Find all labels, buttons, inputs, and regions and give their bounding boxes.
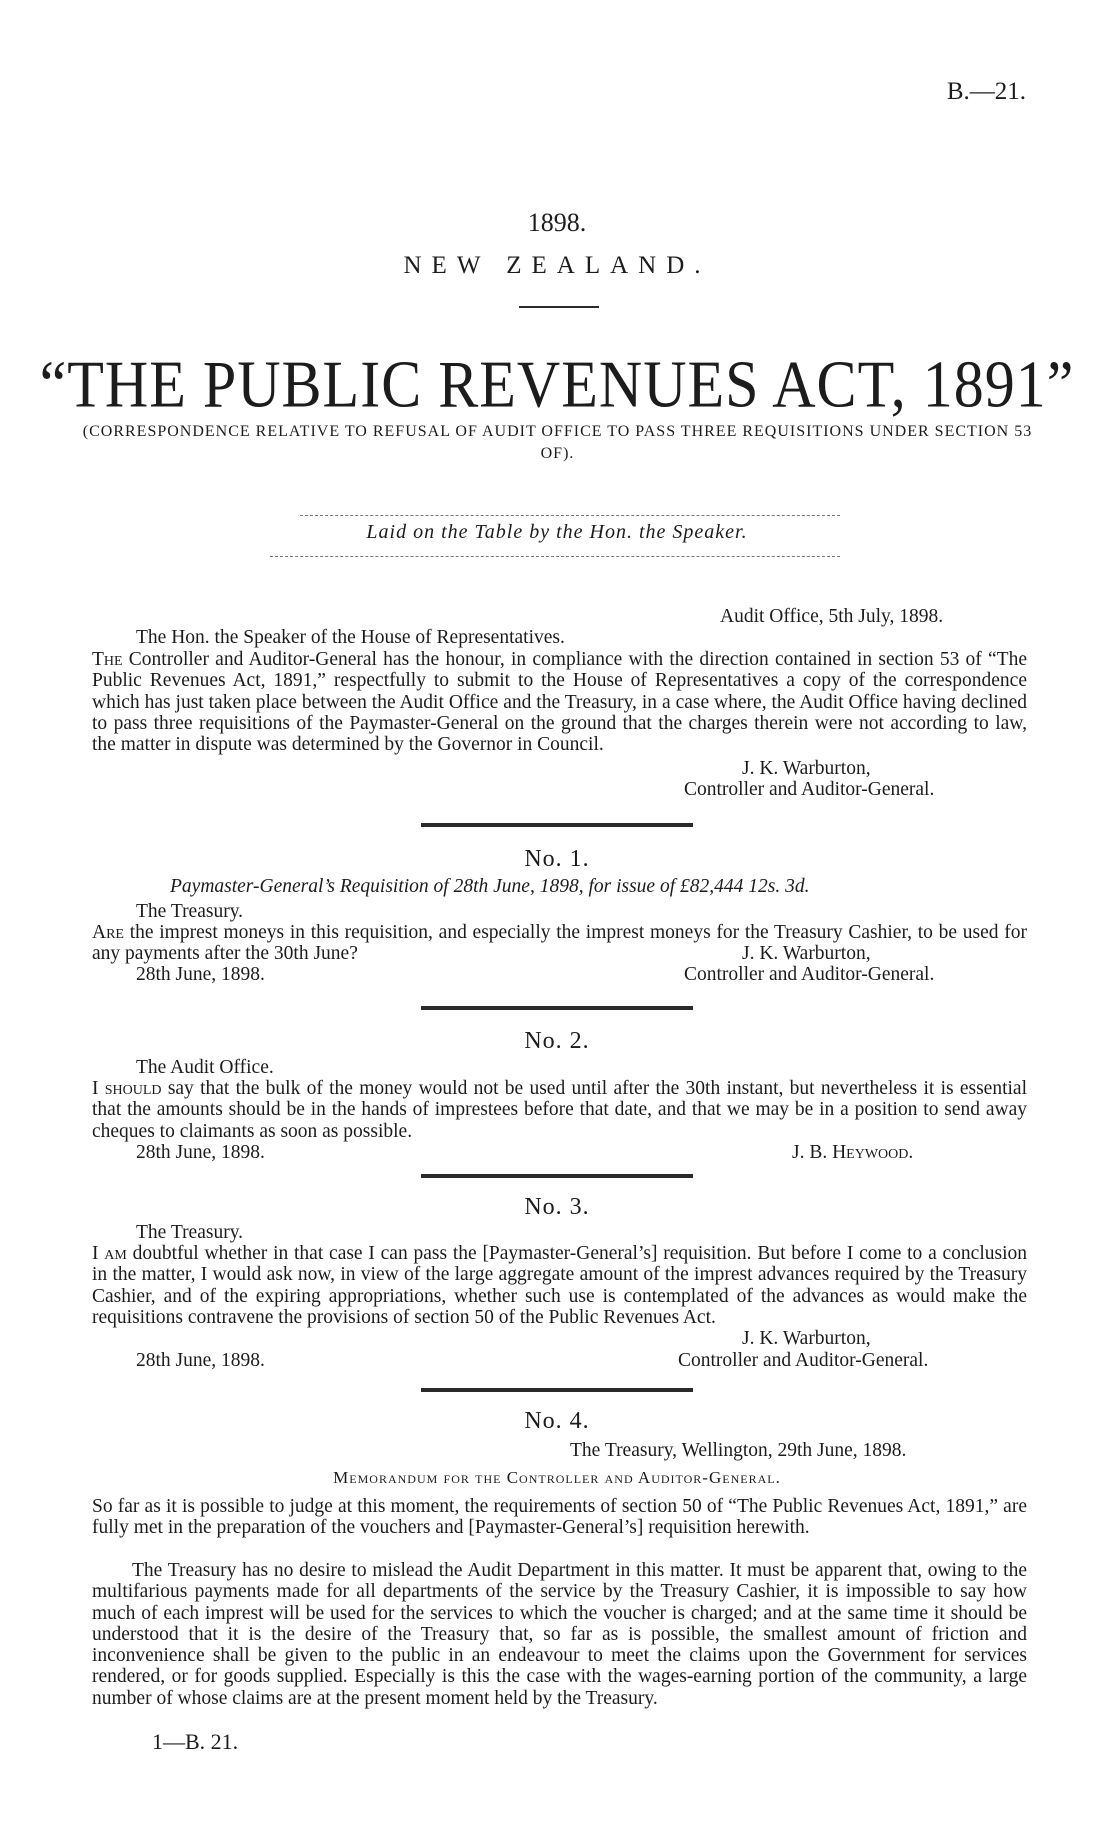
no2-body-lead: I should [92, 1078, 162, 1099]
section-divider-4 [421, 1388, 693, 1392]
intro-body [92, 649, 1027, 755]
no1-signatory: J. K. Warburton, [742, 943, 871, 964]
no1-heading: No. 1. [524, 846, 590, 872]
laid-bottom-rule [270, 556, 840, 557]
no2-body-text: say that the bulk of the money would not be used until after the 30th instant, but nevertheless it is essential that the amounts should be in the hands of imprestees before that date, and that we may be in a position to send away cheques to claimants as soon as possible. [92, 1078, 1027, 1142]
no3-addressee: The Treasury. [136, 1222, 244, 1243]
laid-on-table-note: Laid on the Table by the Hon. the Speaker. [366, 521, 748, 543]
no1-body-text: the imprest moneys in this requisition, and especially the imprest moneys for the Treasury Cashier, to be used for any payments after the 30th June? [92, 922, 1027, 965]
no4-paragraph-1: So far as it is possible to judge at this moment, the requirements of section 50 of “The Public Revenues Act, 1891,” are fully met in the preparation of the vouchers and [Paymaster-General’s] requisition herewith. [92, 1496, 1027, 1539]
no2-signatory: J. B. Heywood. [792, 1142, 914, 1163]
main-title: “THE PUBLIC REVENUES ACT, 1891” [39, 346, 1075, 421]
intro-signatory: J. K. Warburton, [742, 758, 871, 779]
document-year: 1898. [527, 208, 587, 237]
intro-addressee: The Hon. the Speaker of the House of Representatives. [136, 627, 565, 648]
no4-heading: No. 4. [524, 1408, 590, 1434]
no1-signatory-title: Controller and Auditor-General. [684, 964, 935, 985]
no1-body [92, 922, 1027, 965]
title-divider [519, 306, 599, 308]
no2-date: 28th June, 1898. [136, 1142, 265, 1163]
no3-body [92, 1243, 1027, 1328]
intro-body-text: Controller and Auditor-General has the honour, in compliance with the direction contained in section 53 of “The Public Revenues Act, 1891,” respectfully to submit to the House of Representatives a copy of the correspondence which has just taken place between the Audit Office and the Treasury, in a case where, the Audit Office having declined to pass three requisitions of the Paymaster-General on the ground that the charges therein were not according to law, the matter in dispute was determined by the Governor in Council. [92, 649, 1027, 756]
no3-signatory-title: Controller and Auditor-General. [678, 1350, 929, 1371]
no1-addressee: The Treasury. [136, 901, 244, 922]
no4-paragraph-2: The Treasury has no desire to mislead the Audit Department in this matter. It must be apparent that, owing to the multifarious payments made for all departments of the service by the Treasury Cashier, it is impossible to say how much of each imprest will be used for the services to which the voucher is charged; and at the same time it should be understood that it is the desire of the Treasury that, so far as is possible, the smallest amount of friction and inconvenience shall be given to the public in an endeavour to meet the claims upon the Government for services rendered, or for goods supplied. Especially is this the case with the wages-earning portion of the community, a large number of whose claims are at the present moment held by the Treasury. [92, 1560, 1027, 1709]
no2-heading: No. 2. [524, 1028, 590, 1054]
subtitle: (CORRESPONDENCE RELATIVE TO REFUSAL OF AUDIT OFFICE TO PASS THREE REQUISITIONS UNDER SECTION 53 OF). [82, 423, 1033, 462]
no1-date: 28th June, 1898. [136, 964, 265, 985]
laid-top-rule [300, 515, 840, 516]
no3-body-text: doubtful whether in that case I can pass the [Paymaster-General’s] requisition. But before I come to a conclusion in the matter, I would ask now, in view of the large aggregate amount of the imprest advances required by the Treasury Cashier, and of the expiring appropriations, whether such use is contemplated of the advances as would make the requisitions contravene the provisions of section 50 of the Public Revenues Act. [92, 1243, 1027, 1328]
no2-addressee: The Audit Office. [136, 1057, 274, 1078]
country-heading: NEW ZEALAND. [403, 252, 711, 279]
no4-place-date: The Treasury, Wellington, 29th June, 1898. [570, 1440, 907, 1461]
section-divider-2 [421, 1006, 693, 1010]
section-divider-3 [421, 1174, 693, 1178]
document-reference: B.—21. [946, 78, 1026, 105]
section-divider-1 [421, 823, 693, 827]
no2-body [92, 1078, 1027, 1142]
no3-body-lead: I am [92, 1243, 127, 1264]
intro-signatory-title: Controller and Auditor-General. [684, 779, 935, 800]
no3-date: 28th June, 1898. [136, 1350, 265, 1371]
page-footer-ref: 1—B. 21. [152, 1729, 239, 1754]
intro-body-lead: The [92, 649, 123, 670]
no4-memorandum-heading: Memorandum for the Controller and Auditor-General. [333, 1468, 781, 1487]
no1-caption: Paymaster-General’s Requisition of 28th June, 1898, for issue of £82,444 12s. 3d. [170, 876, 810, 897]
no3-signatory: J. K. Warburton, [742, 1328, 871, 1349]
no3-heading: No. 3. [524, 1194, 590, 1220]
intro-place-date: Audit Office, 5th July, 1898. [720, 606, 944, 627]
no1-body-lead: Are [92, 922, 124, 943]
